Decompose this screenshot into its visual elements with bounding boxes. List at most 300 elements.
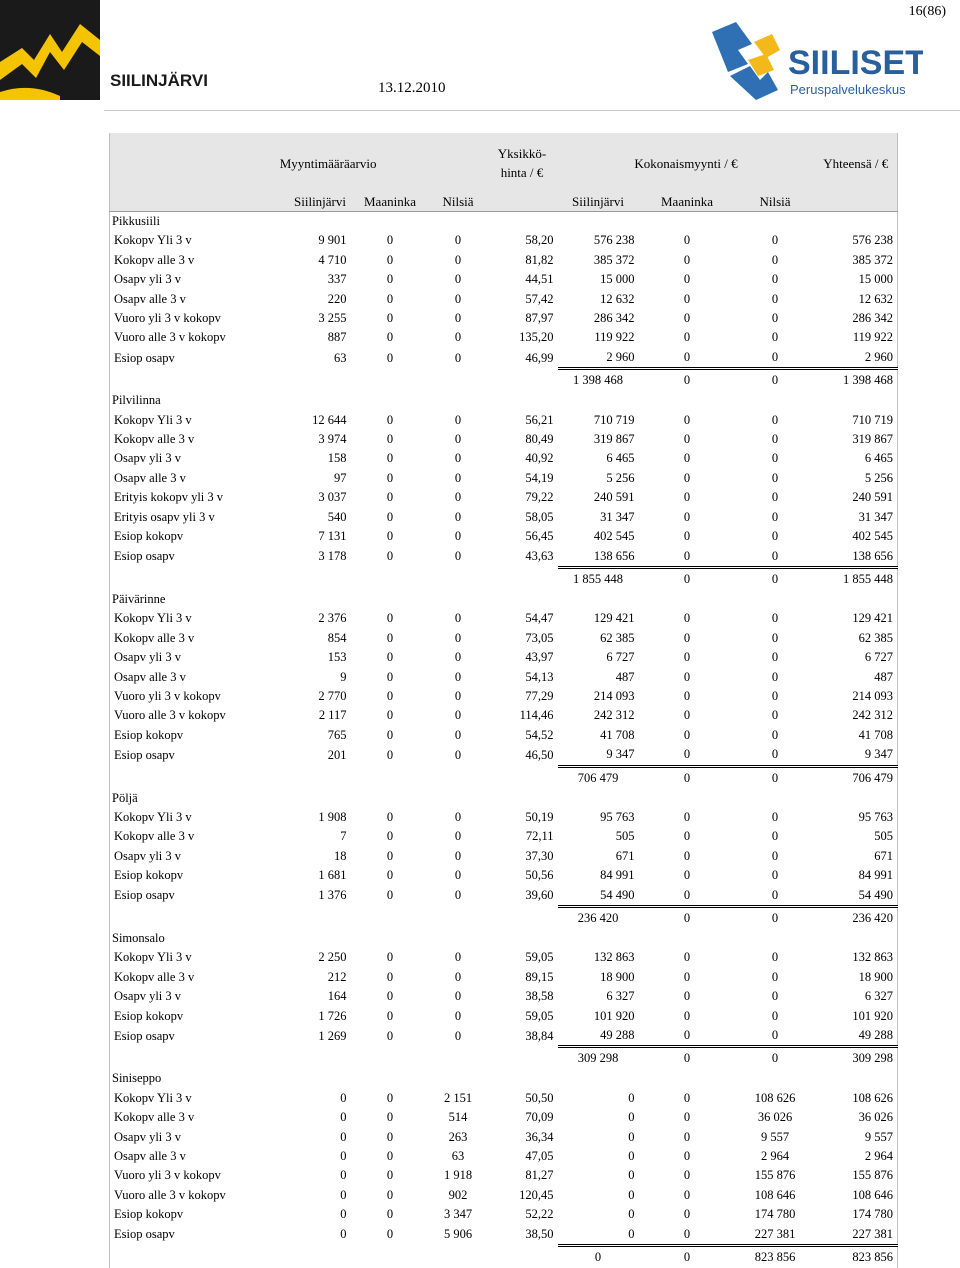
table-cell: 1 269	[290, 1026, 351, 1047]
table-cell: 0	[736, 827, 815, 846]
table-cell: 2 964	[736, 1147, 815, 1166]
table-cell: 0	[736, 430, 815, 449]
section-total-cell: 1 855 448	[815, 567, 898, 590]
total-sales-header: Kokonaismyynti / €	[558, 133, 815, 193]
table-cell: 0	[430, 609, 487, 628]
table-cell: 0	[639, 745, 736, 766]
row-label: Kokopv alle 3 v	[110, 251, 290, 270]
table-cell: 3 255	[290, 309, 351, 328]
table-cell: 0	[639, 1186, 736, 1205]
table-cell: 0	[558, 1205, 639, 1224]
table-cell: 95 763	[815, 808, 898, 827]
table-cell: 5 906	[430, 1225, 487, 1246]
table-cell: 7	[290, 827, 351, 846]
table-cell: 79,22	[487, 488, 558, 507]
table-row	[110, 1205, 898, 1224]
table-cell: 52,22	[487, 1205, 558, 1224]
row-label: Esiop osapv	[110, 745, 290, 766]
table-body	[110, 212, 898, 1268]
table-cell: 0	[430, 547, 487, 568]
table-cell: 0	[430, 687, 487, 706]
section-title: Simonsalo	[110, 929, 898, 948]
table-row	[110, 449, 898, 468]
table-cell: 227 381	[736, 1225, 815, 1246]
table-cell: 114,46	[487, 706, 558, 725]
table-cell: 765	[290, 726, 351, 745]
table-cell: 0	[639, 948, 736, 967]
table-cell: 0	[351, 270, 430, 289]
table-cell: 286 342	[815, 309, 898, 328]
table-cell: 576 238	[815, 231, 898, 250]
table-cell: 0	[430, 430, 487, 449]
table-cell: 5 256	[558, 469, 639, 488]
table-cell: 2 770	[290, 687, 351, 706]
table-cell: 18	[290, 847, 351, 866]
table-row	[110, 251, 898, 270]
table-cell: 0	[430, 251, 487, 270]
table-row	[110, 609, 898, 628]
row-label: Vuoro yli 3 v kokopv	[110, 687, 290, 706]
table-cell: 54 490	[558, 886, 639, 907]
table-cell: 97	[290, 469, 351, 488]
table-cell: 671	[815, 847, 898, 866]
table-row	[110, 827, 898, 846]
table-cell: 58,20	[487, 231, 558, 250]
table-cell: 0	[736, 469, 815, 488]
table-cell: 0	[558, 1108, 639, 1127]
table-cell: 0	[430, 1026, 487, 1047]
table-cell: 0	[558, 1166, 639, 1185]
section-total-cell: 236 420	[815, 907, 898, 930]
table-cell: 132 863	[815, 948, 898, 967]
table-cell: 0	[736, 328, 815, 347]
table-row	[110, 648, 898, 667]
table-cell: 0	[351, 1026, 430, 1047]
table-cell: 0	[351, 231, 430, 250]
table-cell: 0	[430, 328, 487, 347]
row-label: Kokopv alle 3 v	[110, 1108, 290, 1127]
section-header-row	[110, 212, 898, 232]
table-cell: 0	[430, 309, 487, 328]
table-cell: 63	[290, 348, 351, 369]
table-cell: 0	[430, 411, 487, 430]
section-total-cell: 823 856	[815, 1246, 898, 1268]
section-total-cell: 309 298	[558, 1047, 639, 1070]
table-cell: 487	[558, 668, 639, 687]
table-cell: 0	[639, 547, 736, 568]
table-cell: 6 727	[815, 648, 898, 667]
table-cell: 12 632	[558, 290, 639, 309]
table-cell: 9	[290, 668, 351, 687]
table-cell: 0	[351, 527, 430, 546]
table-cell: 0	[430, 348, 487, 369]
section-header-row	[110, 929, 898, 948]
table-cell: 84 991	[815, 866, 898, 885]
table-cell: 0	[430, 706, 487, 725]
row-label: Esiop kokopv	[110, 726, 290, 745]
table-cell: 41 708	[815, 726, 898, 745]
row-label: Kokopv alle 3 v	[110, 827, 290, 846]
table-cell: 0	[558, 1089, 639, 1108]
table-row	[110, 987, 898, 1006]
table-cell: 0	[736, 808, 815, 827]
table-cell: 0	[351, 726, 430, 745]
row-label: Vuoro alle 3 v kokopv	[110, 1186, 290, 1205]
table-cell: 38,50	[487, 1225, 558, 1246]
table-cell: 62 385	[815, 629, 898, 648]
section-total-row	[110, 567, 898, 590]
table-cell: 0	[639, 1225, 736, 1246]
table-row	[110, 886, 898, 907]
table-cell: 242 312	[558, 706, 639, 725]
table-cell: 0	[351, 687, 430, 706]
table-cell: 0	[351, 1007, 430, 1026]
table-cell: 1 376	[290, 886, 351, 907]
table-row	[110, 508, 898, 527]
section-total-cell: 0	[639, 369, 736, 392]
table-cell: 0	[558, 1128, 639, 1147]
table-cell: 1 681	[290, 866, 351, 885]
table-cell: 0	[639, 808, 736, 827]
table-cell: 0	[736, 668, 815, 687]
row-label: Esiop kokopv	[110, 866, 290, 885]
section-total-cell: 0	[736, 766, 815, 789]
section-total-row	[110, 369, 898, 392]
table-cell: 0	[351, 411, 430, 430]
section-total-cell: 0	[639, 1047, 736, 1070]
section-total-row	[110, 1246, 898, 1268]
table-cell: 63	[430, 1147, 487, 1166]
header-rule	[104, 110, 960, 111]
row-label: Osapv alle 3 v	[110, 469, 290, 488]
table-cell: 0	[639, 231, 736, 250]
section-total-cell: 1 398 468	[558, 369, 639, 392]
row-label: Esiop kokopv	[110, 1007, 290, 1026]
table-cell: 0	[290, 1128, 351, 1147]
table-cell: 135,20	[487, 328, 558, 347]
siilinjarvi-logo	[0, 0, 210, 111]
table-cell: 0	[736, 609, 815, 628]
table-cell: 81,82	[487, 251, 558, 270]
table-cell: 5 256	[815, 469, 898, 488]
table-cell: 0	[351, 488, 430, 507]
table-cell: 0	[639, 1147, 736, 1166]
row-label: Osapv yli 3 v	[110, 270, 290, 289]
row-label: Esiop osapv	[110, 547, 290, 568]
table-cell: 0	[736, 886, 815, 907]
table-cell: 0	[351, 886, 430, 907]
table-cell: 0	[351, 808, 430, 827]
table-row	[110, 1089, 898, 1108]
row-label: Kokopv Yli 3 v	[110, 231, 290, 250]
row-label: Vuoro alle 3 v kokopv	[110, 328, 290, 347]
row-label: Vuoro yli 3 v kokopv	[110, 1166, 290, 1185]
table-cell: 0	[351, 469, 430, 488]
table-cell: 0	[430, 469, 487, 488]
table-row	[110, 348, 898, 369]
table-cell: 0	[351, 449, 430, 468]
table-cell: 240 591	[815, 488, 898, 507]
table-cell: 887	[290, 328, 351, 347]
table-cell: 0	[430, 968, 487, 987]
table-cell: 0	[351, 866, 430, 885]
row-label: Esiop kokopv	[110, 527, 290, 546]
section-title: Pöljä	[110, 789, 898, 808]
section-total-cell: 706 479	[558, 766, 639, 789]
table-cell: 0	[639, 1205, 736, 1224]
table-cell: 0	[558, 1186, 639, 1205]
table-cell: 0	[351, 1225, 430, 1246]
table-row	[110, 231, 898, 250]
table-cell: 0	[736, 488, 815, 507]
table-cell: 0	[351, 706, 430, 725]
table-cell: 62 385	[558, 629, 639, 648]
table-cell: 0	[736, 270, 815, 289]
section-title: Pikkusiili	[110, 212, 898, 232]
table-cell: 0	[351, 1205, 430, 1224]
table-cell: 0	[639, 687, 736, 706]
table-cell: 108 626	[815, 1089, 898, 1108]
table-cell: 0	[736, 290, 815, 309]
table-row	[110, 469, 898, 488]
table-cell: 0	[290, 1089, 351, 1108]
table-cell: 95 763	[558, 808, 639, 827]
section-total-cell: 706 479	[815, 766, 898, 789]
table-cell: 0	[351, 1128, 430, 1147]
table-cell: 0	[639, 270, 736, 289]
section-header-row	[110, 391, 898, 410]
row-label: Kokopv Yli 3 v	[110, 948, 290, 967]
grand-total-header: Yhteensä / €	[815, 133, 898, 193]
table-cell: 214 093	[558, 687, 639, 706]
table-cell: 0	[736, 687, 815, 706]
table-row	[110, 629, 898, 648]
table-row	[110, 1225, 898, 1246]
table-cell: 212	[290, 968, 351, 987]
table-cell: 402 545	[815, 527, 898, 546]
table-cell: 72,11	[487, 827, 558, 846]
table-cell: 242 312	[815, 706, 898, 725]
table-cell: 0	[736, 706, 815, 725]
logo-right-subtitle: Peruspalvelukeskus	[790, 82, 906, 97]
table-cell: 0	[430, 231, 487, 250]
section-total-cell: 0	[639, 766, 736, 789]
section-title: Pilvilinna	[110, 391, 898, 410]
section-header-row	[110, 1069, 898, 1088]
table-cell: 1 908	[290, 808, 351, 827]
table-cell: 263	[430, 1128, 487, 1147]
table-cell: 15 000	[558, 270, 639, 289]
row-label: Osapv yli 3 v	[110, 648, 290, 667]
section-total-row	[110, 766, 898, 789]
table-cell: 56,45	[487, 527, 558, 546]
table-cell: 0	[736, 527, 815, 546]
table-cell: 385 372	[558, 251, 639, 270]
table-row	[110, 1128, 898, 1147]
table-cell: 0	[639, 1166, 736, 1185]
row-label: Esiop kokopv	[110, 1205, 290, 1224]
table-cell: 0	[351, 968, 430, 987]
table-cell: 9 347	[815, 745, 898, 766]
table-cell: 49 288	[558, 1026, 639, 1047]
subheader-nilsia: Nilsiä	[430, 193, 487, 212]
table-cell: 0	[736, 629, 815, 648]
table-cell: 0	[430, 827, 487, 846]
table-cell: 7 131	[290, 527, 351, 546]
table-cell: 286 342	[558, 309, 639, 328]
row-label: Vuoro yli 3 v kokopv	[110, 309, 290, 328]
table-cell: 710 719	[815, 411, 898, 430]
section-total-cell: 1 398 468	[815, 369, 898, 392]
table-cell: 0	[639, 609, 736, 628]
table-cell: 18 900	[558, 968, 639, 987]
table-cell: 0	[736, 866, 815, 885]
table-cell: 1 918	[430, 1166, 487, 1185]
table-cell: 2 117	[290, 706, 351, 725]
table-cell: 41 708	[558, 726, 639, 745]
table-cell: 0	[430, 987, 487, 1006]
table-cell: 540	[290, 508, 351, 527]
table-cell: 0	[351, 1147, 430, 1166]
table-cell: 155 876	[815, 1166, 898, 1185]
table-row	[110, 1186, 898, 1205]
table-cell: 0	[290, 1166, 351, 1185]
row-label: Osapv alle 3 v	[110, 1147, 290, 1166]
table-cell: 0	[736, 411, 815, 430]
table-cell: 58,05	[487, 508, 558, 527]
unit-price-header: Yksikkö-hinta / €	[487, 133, 558, 193]
table-row	[110, 948, 898, 967]
table-cell: 402 545	[558, 527, 639, 546]
table-cell: 0	[290, 1108, 351, 1127]
row-label: Osapv yli 3 v	[110, 987, 290, 1006]
table-cell: 37,30	[487, 847, 558, 866]
section-total-cell: 0	[639, 907, 736, 930]
row-label: Kokopv Yli 3 v	[110, 808, 290, 827]
table-cell: 54,19	[487, 469, 558, 488]
table-row	[110, 687, 898, 706]
table-cell: 129 421	[815, 609, 898, 628]
table-cell: 0	[736, 745, 815, 766]
row-label: Osapv alle 3 v	[110, 668, 290, 687]
table-cell: 0	[430, 1007, 487, 1026]
table-cell: 0	[351, 948, 430, 967]
table-cell: 0	[639, 348, 736, 369]
table-cell: 54 490	[815, 886, 898, 907]
table-cell: 89,15	[487, 968, 558, 987]
table-cell: 0	[351, 847, 430, 866]
table-cell: 0	[430, 449, 487, 468]
table-cell: 0	[639, 1089, 736, 1108]
section-total-row	[110, 1047, 898, 1070]
table-cell: 0	[639, 847, 736, 866]
table-cell: 0	[351, 508, 430, 527]
table-cell: 0	[351, 1166, 430, 1185]
table-cell: 9 557	[736, 1128, 815, 1147]
table-cell: 514	[430, 1108, 487, 1127]
row-label: Esiop osapv	[110, 348, 290, 369]
table-row	[110, 968, 898, 987]
table-cell: 0	[430, 527, 487, 546]
table-row	[110, 527, 898, 546]
table-cell: 0	[351, 609, 430, 628]
table-cell: 201	[290, 745, 351, 766]
table-cell: 31 347	[558, 508, 639, 527]
section-header-row	[110, 789, 898, 808]
table-row	[110, 726, 898, 745]
section-total-cell: 0	[639, 567, 736, 590]
table-cell: 0	[430, 668, 487, 687]
table-cell: 319 867	[815, 430, 898, 449]
table-cell: 31 347	[815, 508, 898, 527]
table-cell: 0	[736, 348, 815, 369]
table-cell: 227 381	[815, 1225, 898, 1246]
table-cell: 47,05	[487, 1147, 558, 1166]
table-row	[110, 745, 898, 766]
table-cell: 0	[736, 726, 815, 745]
table-cell: 6 465	[815, 449, 898, 468]
table-cell: 902	[430, 1186, 487, 1205]
table-cell: 0	[639, 706, 736, 725]
table-cell: 6 465	[558, 449, 639, 468]
table-cell: 0	[639, 469, 736, 488]
table-row	[110, 309, 898, 328]
table-cell: 0	[430, 270, 487, 289]
siiliset-logo	[708, 20, 923, 107]
section-total-row	[110, 907, 898, 930]
row-label: Erityis osapv yli 3 v	[110, 508, 290, 527]
table-cell: 0	[639, 886, 736, 907]
table-cell: 487	[815, 668, 898, 687]
table-cell: 155 876	[736, 1166, 815, 1185]
row-label: Kokopv Yli 3 v	[110, 1089, 290, 1108]
table-cell: 0	[736, 547, 815, 568]
table-row	[110, 488, 898, 507]
table-cell: 220	[290, 290, 351, 309]
table-cell: 0	[430, 866, 487, 885]
table-cell: 0	[290, 1225, 351, 1246]
table-cell: 132 863	[558, 948, 639, 967]
table-cell: 36 026	[815, 1108, 898, 1127]
table-cell: 0	[351, 648, 430, 667]
table-cell: 0	[639, 629, 736, 648]
table-cell: 0	[351, 251, 430, 270]
table-cell: 50,19	[487, 808, 558, 827]
table-cell: 0	[351, 827, 430, 846]
table-cell: 576 238	[558, 231, 639, 250]
table-cell: 0	[639, 827, 736, 846]
table-cell: 0	[736, 948, 815, 967]
table-cell: 84 991	[558, 866, 639, 885]
table-row	[110, 1147, 898, 1166]
table-cell: 0	[290, 1186, 351, 1205]
table-cell: 0	[639, 309, 736, 328]
row-label: Osapv yli 3 v	[110, 847, 290, 866]
siilinjarvi-logo-icon	[0, 0, 210, 106]
row-label: Esiop osapv	[110, 886, 290, 907]
subheader-row	[110, 193, 898, 212]
table-cell: 0	[351, 290, 430, 309]
table-cell: 0	[736, 231, 815, 250]
table-cell: 38,84	[487, 1026, 558, 1047]
row-label: Esiop osapv	[110, 1225, 290, 1246]
table-cell: 57,42	[487, 290, 558, 309]
section-title: Päivärinne	[110, 590, 898, 609]
table-cell: 0	[430, 488, 487, 507]
table-cell: 0	[639, 328, 736, 347]
table-cell: 0	[351, 328, 430, 347]
document-date: 13.12.2010	[378, 80, 446, 97]
